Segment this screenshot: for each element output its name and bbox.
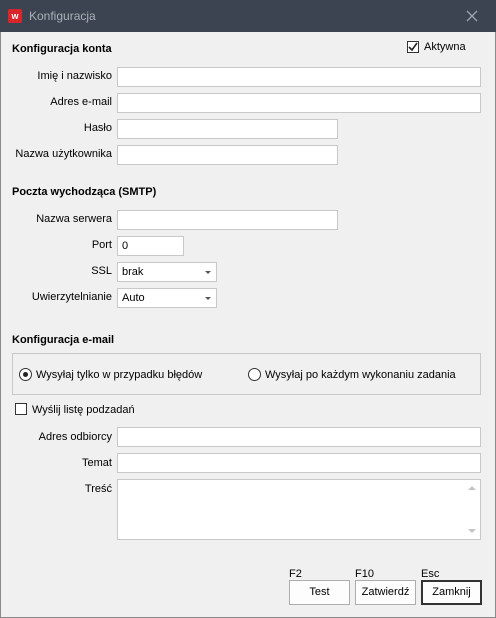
title-bar — [0, 0, 496, 32]
name-field[interactable] — [117, 67, 481, 87]
recipient-label: Adres odbiorcy — [38, 431, 112, 443]
smtp-section-title: Poczta wychodząca (SMTP) — [12, 186, 157, 198]
name-label: Imię i nazwisko — [37, 70, 112, 82]
email-field[interactable] — [117, 93, 481, 113]
recipient-field[interactable] — [117, 427, 481, 447]
window-title: Konfiguracja — [29, 9, 96, 23]
active-checkbox[interactable] — [407, 41, 419, 53]
radio-send-every-run-label[interactable]: Wysyłaj po każdym wykonaniu zadania — [265, 369, 456, 381]
chevron-down-icon — [205, 297, 211, 300]
subject-label: Temat — [82, 457, 112, 469]
scroll-up-icon[interactable] — [468, 486, 476, 490]
close-icon — [462, 6, 482, 26]
test-button[interactable]: Test — [289, 580, 350, 605]
username-label: Nazwa użytkownika — [15, 148, 112, 160]
close-shortcut: Esc — [421, 568, 440, 580]
radio-send-every-run[interactable] — [248, 368, 261, 381]
server-field[interactable] — [117, 210, 338, 230]
body-textarea[interactable] — [117, 479, 481, 540]
ssl-label: SSL — [91, 265, 112, 277]
ssl-select[interactable] — [117, 262, 217, 282]
port-field[interactable] — [117, 236, 184, 256]
close-button[interactable]: Zamknij — [421, 580, 482, 605]
auth-select[interactable] — [117, 288, 217, 308]
confirm-shortcut: F10 — [355, 568, 374, 580]
server-label: Nazwa serwera — [36, 213, 112, 225]
email-label: Adres e-mail — [50, 96, 112, 108]
radio-send-on-errors[interactable] — [19, 368, 32, 381]
subject-field[interactable] — [117, 453, 481, 473]
port-label: Port — [91, 239, 112, 251]
auth-label: Uwierzytelnianie — [31, 291, 112, 303]
active-label[interactable]: Aktywna — [424, 41, 466, 53]
auth-selected-value: Auto — [122, 292, 145, 304]
scroll-down-icon[interactable] — [468, 529, 476, 533]
password-label: Hasło — [83, 122, 112, 134]
app-logo-icon: w — [8, 9, 22, 23]
close-window-button[interactable] — [462, 6, 482, 26]
chevron-down-icon — [205, 271, 211, 274]
confirm-button[interactable]: Zatwierdź — [355, 580, 416, 605]
checkmark-icon — [407, 41, 419, 53]
radio-selected-dot — [23, 372, 28, 377]
test-shortcut: F2 — [289, 568, 302, 580]
ssl-selected-value: brak — [122, 266, 144, 278]
radio-send-on-errors-label[interactable]: Wysyłaj tylko w przypadku błędów — [36, 369, 203, 381]
body-label: Treść — [84, 483, 112, 495]
send-subtasks-label[interactable]: Wyślij listę podzadań — [32, 404, 135, 416]
send-subtasks-checkbox[interactable] — [15, 403, 27, 415]
account-section-title: Konfiguracja konta — [12, 43, 112, 55]
email-config-section-title: Konfiguracja e-mail — [12, 334, 115, 346]
password-field[interactable] — [117, 119, 338, 139]
username-field[interactable] — [117, 145, 338, 165]
